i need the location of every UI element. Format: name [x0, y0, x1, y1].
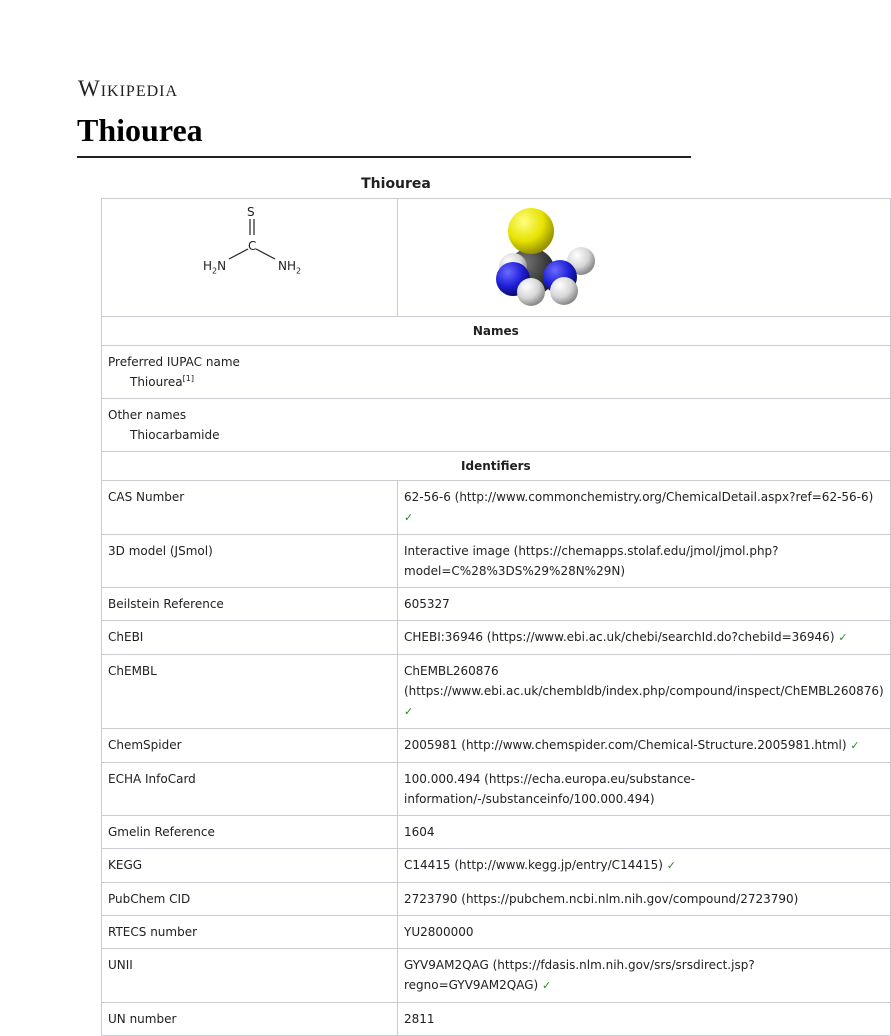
- identifier-value-link[interactable]: CHEBI:36946 (https://www.ebi.ac.uk/chebi/searchId.do?chebiId=36946): [404, 630, 835, 644]
- identifier-value-link[interactable]: 2811: [404, 1012, 435, 1026]
- identifier-value-link[interactable]: 2723790 (https://pubchem.ncbi.nlm.nih.gov/compound/2723790): [404, 892, 799, 906]
- identifier-value-cell: [398, 763, 891, 816]
- verified-check-icon: ✓: [838, 631, 848, 644]
- other-names-label: Other names: [108, 408, 187, 422]
- identifier-row: [102, 655, 891, 729]
- identifier-value-cell: [398, 588, 891, 621]
- space-filling-model-image: [398, 199, 691, 316]
- identifier-label[interactable]: ECHA InfoCard: [102, 763, 398, 816]
- identifier-label[interactable]: ChEBI: [102, 621, 398, 655]
- identifier-value-link[interactable]: 100.000.494 (https://echa.europa.eu/substance-information/-/substanceinfo/100.000.494): [404, 772, 696, 806]
- skeletal-formula-cell: [102, 199, 398, 317]
- identifier-value-cell: [398, 849, 891, 883]
- verified-check-icon: ✓: [542, 979, 552, 992]
- identifier-value-cell: [398, 816, 891, 849]
- verified-check-icon: ✓: [666, 859, 676, 872]
- identifier-value-link[interactable]: YU2800000: [404, 925, 474, 939]
- identifier-value-link[interactable]: ChEMBL260876 (https://www.ebi.ac.uk/chembldb/index.php/compound/inspect/ChEMBL260876): [404, 664, 884, 698]
- iupac-name-label: Preferred IUPAC name: [108, 355, 240, 369]
- identifier-value-cell: [398, 949, 891, 1003]
- names-section-header: Names: [102, 317, 891, 346]
- identifier-row: [102, 916, 891, 949]
- identifier-value-link[interactable]: 605327: [404, 597, 450, 611]
- iupac-name-cell: [102, 346, 891, 399]
- identifiers-section-row: [102, 452, 891, 481]
- identifier-label[interactable]: UN number: [102, 1003, 398, 1036]
- identifier-value-cell: [398, 655, 891, 729]
- identifier-value-cell: [398, 535, 891, 588]
- identifier-value-link[interactable]: 62-56-6 (http://www.commonchemistry.org/ChemicalDetail.aspx?ref=62-56-6): [404, 490, 874, 504]
- identifier-row: [102, 1003, 891, 1036]
- iupac-name-value: Thiourea[1]: [130, 374, 194, 389]
- other-names-row: [102, 399, 891, 452]
- identifier-row: [102, 763, 891, 816]
- space-filling-model-cell: [398, 199, 891, 317]
- identifier-row: [102, 816, 891, 849]
- wikipedia-wordmark[interactable]: Wikipedia: [78, 76, 179, 101]
- identifier-row: [102, 883, 891, 916]
- skeletal-formula[interactable]: [102, 199, 397, 316]
- verified-check-icon: ✓: [850, 739, 860, 752]
- identifier-row: [102, 729, 891, 763]
- title-divider: [77, 156, 691, 158]
- names-section-row: [102, 317, 891, 346]
- identifier-value-cell: [398, 481, 891, 535]
- identifier-label[interactable]: RTECS number: [102, 916, 398, 949]
- space-filling-model[interactable]: [398, 199, 691, 316]
- identifier-value-cell: [398, 621, 891, 655]
- iupac-name-row: [102, 346, 891, 399]
- infobox-caption: Thiourea: [361, 176, 431, 192]
- identifier-row: [102, 481, 891, 535]
- identifier-value-link[interactable]: GYV9AM2QAG (https://fdasis.nlm.nih.gov/srs/srsdirect.jsp?regno=GYV9AM2QAG): [404, 958, 755, 992]
- identifier-value-cell: [398, 883, 891, 916]
- other-names-cell: [102, 399, 891, 452]
- iupac-citation-link[interactable]: [1]: [182, 374, 194, 383]
- identifier-label[interactable]: 3D model (JSmol): [102, 535, 398, 588]
- identifier-label[interactable]: KEGG: [102, 849, 398, 883]
- identifier-value-link[interactable]: 2005981 (http://www.chemspider.com/Chemical-Structure.2005981.html): [404, 738, 847, 752]
- page-title: Thiourea: [77, 112, 203, 148]
- amine-left-label: $H_2N$: [203, 259, 227, 276]
- identifier-value-link[interactable]: Interactive image (https://chemapps.stolaf.edu/jmol/jmol.php?model=C%28%3DS%29%28N%29N): [404, 544, 779, 578]
- image-row: [102, 199, 891, 317]
- verified-check-icon: ✓: [404, 511, 414, 524]
- identifier-row: [102, 949, 891, 1003]
- identifier-label[interactable]: Beilstein Reference: [102, 588, 398, 621]
- identifier-label[interactable]: PubChem CID: [102, 883, 398, 916]
- carbon-atom-label: C: [248, 239, 257, 253]
- identifier-value-link[interactable]: C14415 (http://www.kegg.jp/entry/C14415): [404, 858, 663, 872]
- identifier-row: [102, 621, 891, 655]
- other-names-value: Thiocarbamide: [130, 428, 220, 442]
- chembox-infobox: [101, 198, 891, 1036]
- identifier-row: [102, 535, 891, 588]
- identifier-label[interactable]: Gmelin Reference: [102, 816, 398, 849]
- identifiers-section-header: Identifiers: [102, 452, 891, 481]
- identifier-value-cell: [398, 1003, 891, 1036]
- sulfur-atom-label: S: [247, 205, 255, 219]
- identifier-value-link[interactable]: 1604: [404, 825, 435, 839]
- amine-right-label: $NH_2$: [278, 259, 302, 276]
- identifier-label[interactable]: UNII: [102, 949, 398, 1003]
- identifier-label[interactable]: CAS Number: [102, 481, 398, 535]
- identifier-label[interactable]: ChEMBL: [102, 655, 398, 729]
- identifier-value-cell: [398, 729, 891, 763]
- verified-check-icon: ✓: [404, 705, 414, 718]
- identifier-row: [102, 849, 891, 883]
- identifier-value-cell: [398, 916, 891, 949]
- identifier-row: [102, 588, 891, 621]
- identifier-label[interactable]: ChemSpider: [102, 729, 398, 763]
